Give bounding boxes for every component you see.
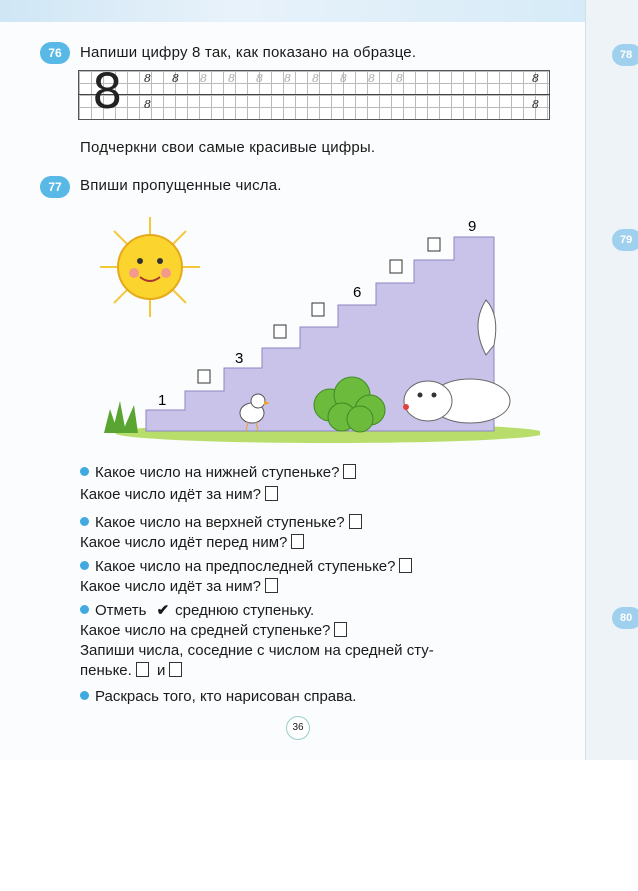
- question-1: [80, 464, 356, 482]
- sun-icon: [100, 217, 200, 317]
- task-number-badge: 77: [40, 176, 70, 198]
- question-4d-text: пеньке.: [80, 662, 132, 679]
- question-4-suffix: среднюю ступеньку.: [175, 602, 315, 619]
- stair-answer-box[interactable]: [198, 370, 210, 383]
- sample-digit-large: 8: [92, 64, 123, 120]
- bullet-icon: [80, 605, 89, 614]
- grid-midline: [78, 94, 550, 95]
- underline-instruction: Подчеркни свои самые красивые цифры.: [80, 139, 376, 156]
- grass-tuft-icon: [104, 401, 138, 433]
- stair-label-6: 6: [353, 284, 362, 301]
- stair-label-9: 9: [468, 218, 477, 235]
- question-5-text: Раскрась того, кто нарисован справа.: [95, 688, 357, 705]
- question-4d: [80, 662, 182, 680]
- question-2: [80, 514, 362, 532]
- answer-box[interactable]: [265, 486, 278, 501]
- answer-box[interactable]: [399, 558, 412, 573]
- question-1b-text: Какое число идёт за ним?: [80, 486, 262, 503]
- sample-digit-top: 8: [144, 98, 151, 111]
- bullet-icon: [80, 561, 89, 570]
- sample-digit-top: 8: [200, 72, 207, 85]
- bullet-icon: [80, 517, 89, 526]
- question-1b: [80, 486, 278, 504]
- answer-box[interactable]: [343, 464, 356, 479]
- sample-digit-top: 8: [256, 72, 263, 85]
- sample-digit-top: 8: [340, 72, 347, 85]
- answer-box[interactable]: [334, 622, 347, 637]
- task-number-badge: 76: [40, 42, 70, 64]
- sample-digit-top: 8: [532, 72, 539, 85]
- sample-digit-top: 8: [284, 72, 291, 85]
- edge-badge-78: 78: [612, 44, 638, 66]
- question-4b: [80, 622, 347, 640]
- stair-answer-box[interactable]: [312, 303, 324, 316]
- stair-answer-box[interactable]: [390, 260, 402, 273]
- sample-digit-top: 8: [396, 72, 403, 85]
- question-5: [80, 688, 356, 706]
- question-4c: Запиши числа, соседние с числом на средней сту-: [80, 642, 434, 659]
- question-1-text: Какое число на нижней ступеньке?: [95, 464, 340, 481]
- next-page-edge: [585, 0, 638, 760]
- stair-label-1: 1: [158, 392, 167, 409]
- sample-digit-top: 8: [532, 98, 539, 111]
- sample-digit-top: 8: [368, 72, 375, 85]
- answer-box[interactable]: [291, 534, 304, 549]
- question-3-text: Какое число на предпоследней ступеньке?: [95, 558, 396, 575]
- staircase-illustration: [90, 205, 540, 450]
- question-4-prefix: Отметь: [95, 602, 147, 619]
- sample-digit-top: 8: [172, 72, 179, 85]
- answer-box[interactable]: [265, 578, 278, 593]
- edge-badge-79: 79: [612, 229, 638, 251]
- page-number: 36: [286, 716, 310, 740]
- blank-margin: [0, 760, 638, 891]
- question-3: [80, 558, 412, 576]
- question-2b: [80, 534, 304, 552]
- task-76-instruction: Напиши цифру 8 так, как показано на образце.: [80, 44, 417, 61]
- question-4: [80, 602, 314, 620]
- checkmark-icon: ✔: [156, 602, 170, 619]
- question-3b-text: Какое число идёт за ним?: [80, 578, 262, 595]
- answer-box[interactable]: [349, 514, 362, 529]
- answer-box[interactable]: [136, 662, 149, 677]
- stair-answer-box[interactable]: [428, 238, 440, 251]
- conjunction-and: и: [156, 662, 166, 679]
- answer-box[interactable]: [169, 662, 182, 677]
- top-decoration-band: [0, 0, 585, 22]
- bullet-icon: [80, 691, 89, 700]
- question-4b-text: Какое число на средней ступеньке?: [80, 622, 331, 639]
- bullet-icon: [80, 467, 89, 476]
- edge-badge-80: 80: [612, 607, 638, 629]
- stair-label-3: 3: [235, 350, 244, 367]
- question-2b-text: Какое число идёт перед ним?: [80, 534, 288, 551]
- sample-digit-top: 8: [144, 72, 151, 85]
- question-2-text: Какое число на верхней ступеньке?: [95, 514, 345, 531]
- task-77-instruction: Впиши пропущенные числа.: [80, 177, 282, 194]
- question-3b: [80, 578, 278, 596]
- sample-digit-top: 8: [228, 72, 235, 85]
- sample-digit-top: 8: [312, 72, 319, 85]
- stair-answer-box[interactable]: [274, 325, 286, 338]
